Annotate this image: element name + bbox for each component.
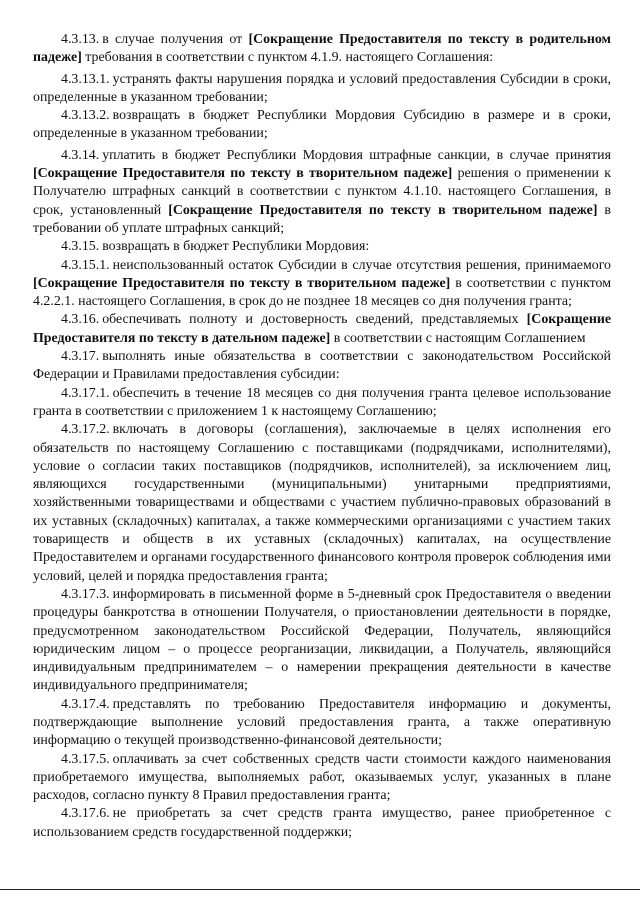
clause-4-3-16 [33, 311, 611, 348]
placeholder-text: [Сокращение Предоставителя по тексту в творительном падеже] [33, 275, 451, 291]
clause-4-3-13 [33, 31, 611, 68]
clause-text: в соответствии с пунктом 4.2.2.1. настоящего Соглашения, в срок до не позднее 18 месяцев со дня получения гранта; [33, 275, 611, 310]
clause-number: 4.3.17.3. [61, 586, 110, 602]
clause-text: требования в соответствии с пунктом 4.1.9. настоящего Соглашения: [81, 50, 494, 66]
clause-text: возвращать в бюджет Республики Мордовия: [102, 239, 370, 255]
clause-4-3-17-4 [33, 696, 611, 751]
clause-4-3-17-5 [33, 751, 611, 806]
clause-text: обеспечивать полноту и достоверность сведений, представляемых [102, 312, 527, 328]
clause-text: выполнять иные обязательства в соответствии с законодательством Российской Федерации и Правилами предоставления субсидии: [33, 349, 611, 383]
clause-number: 4.3.13.1. [61, 71, 110, 87]
clause-text: включать в договоры (соглашения), заключаемые в целях исполнения его обязательств по настоящему Соглашению с поставщиками (подрядчиками, исполнителями), условие о согласии таких поставщиков (подрядчиков, исполнителей), за исключением лиц, являющихся государственными (муниципальными) унитарными предприятиями, хозяйственными товариществами и обществами с участием публично-правовых образований в их уставных (складочных) капиталах, а также коммерческими организациями с участием таких товариществ и обществ в их уставных (складочных) капиталах, на осуществление Предоставителем и органами государственного финансового контроля проверок соблюдения ими условий, целей и порядка предоставления гранта; [33, 422, 611, 584]
clause-number: 4.3.16. [61, 312, 100, 328]
clause-text: устранять факты нарушения порядка и условий предоставления Субсидии в сроки, определенные в указанном требовании; [33, 71, 611, 105]
clause-text: в требовании об уплате штрафных санкций; [33, 202, 611, 236]
clause-text: информировать в письменной форме в 5-дневный срок Предоставителя о введении процедуры банкротства в отношении Получателя, о приостановлении деятельности в порядке, предусмотренном законодательством Российской Федерации, Получатель, являющийся юридическим лицом – о процессе реорганизации, ликвидации, а Получатель, являющийся индивидуальным предпринимателем – о намерении прекращения деятельности в качестве индивидуального предпринимателя; [33, 586, 611, 694]
clause-4-3-17 [33, 348, 611, 385]
clause-text: обеспечить в течение 18 месяцев со дня получения гранта целевое использование гранта в соответствии с приложением 1 к настоящему Соглашению; [33, 385, 611, 419]
clause-4-3-14 [33, 147, 611, 238]
clause-number: 4.3.17.4. [61, 696, 110, 712]
clause-number: 4.3.17.5. [61, 751, 110, 767]
clause-text: в случае получения от [102, 32, 249, 47]
clause-number: 4.3.15. [61, 239, 100, 255]
clause-4-3-17-2 [33, 421, 611, 586]
clause-number: 4.3.17.2. [61, 422, 110, 438]
clause-number: 4.3.13. [61, 32, 100, 47]
clause-text: представлять по требованию Предоставителя информацию и документы, подтверждающие выполнение условий предоставления гранта, а также оперативную информацию о текущей производственно-финансовой деятельности; [33, 696, 611, 749]
clause-text: оплачивать за счет собственных средств части стоимости каждого наименования приобретаемого имущества, выполняемых работ, оказываемых услуг, указанных в плане расходов, согласно пункту 8 Правил предоставления гранта; [33, 751, 611, 804]
clause-4-3-17-1 [33, 385, 611, 422]
clause-number: 4.3.14. [61, 147, 100, 163]
clause-number: 4.3.17.1. [61, 385, 110, 401]
clause-4-3-17-3 [33, 586, 611, 696]
placeholder-text: [Сокращение Предоставителя по тексту в творительном падеже] [168, 202, 598, 218]
clause-text: решения о применении к Получателю штрафных санкций в соответствии с пунктом 4.1.10. настоящего Соглашения, в срок, установленный [33, 166, 611, 218]
clause-4-3-17-6 [33, 805, 611, 842]
placeholder-text: [Сокращение Предоставителя по тексту в родительном падеже] [33, 32, 612, 66]
clause-number: 4.3.17.6. [61, 806, 110, 822]
page-bottom-rule [0, 889, 640, 890]
clause-number: 4.3.13.2. [61, 108, 110, 124]
clause-4-3-15-1 [33, 257, 611, 312]
document-page [33, 31, 611, 842]
clause-4-3-13-2 [33, 107, 611, 144]
clause-text: в соответствии с настоящим Соглашением [330, 330, 586, 346]
clause-4-3-13-1 [33, 71, 611, 108]
clause-4-3-15 [33, 238, 611, 256]
placeholder-text: [Сокращение Предоставителя по тексту в творительном падеже] [33, 166, 453, 182]
clause-number: 4.3.15.1. [61, 257, 110, 273]
clause-text: неиспользованный остаток Субсидии в случае отсутствия решения, принимаемого [112, 257, 611, 273]
placeholder-text: [Сокращение Предоставителя по тексту в дательном падеже] [33, 312, 611, 346]
clause-text: не приобретать за счет средств гранта имущество, ранее приобретенное с использованием средств государственной поддержки; [33, 806, 611, 840]
clause-text: возвращать в бюджет Республики Мордовия Субсидию в размере и в сроки, определенные в указанном требовании; [33, 108, 611, 142]
clause-number: 4.3.17. [61, 349, 100, 365]
clause-text: уплатить в бюджет Республики Мордовия штрафные санкции, в случае принятия [102, 147, 611, 163]
